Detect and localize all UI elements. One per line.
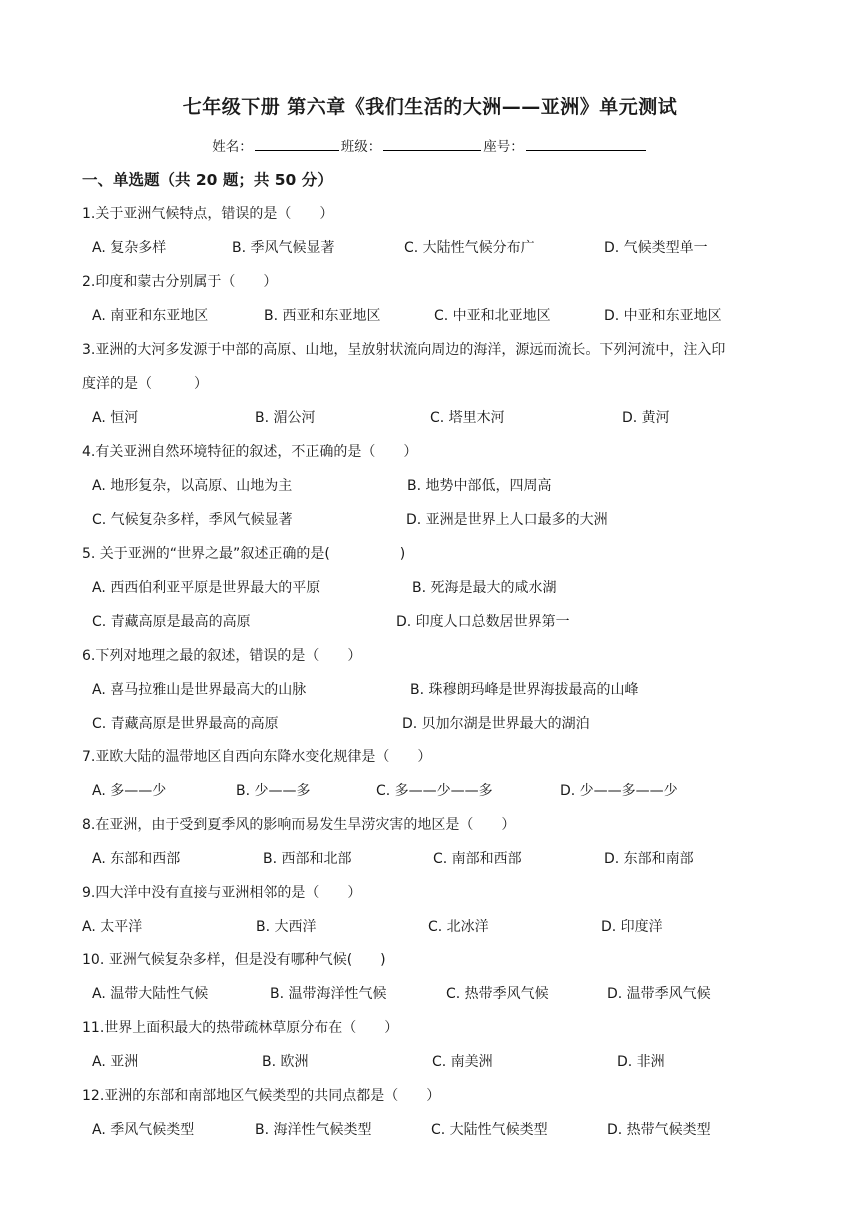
question-stem: 9.四大洋中没有直接与亚洲相邻的是（ ） bbox=[82, 885, 362, 901]
option-b[interactable]: B. 温带海洋性气候 bbox=[270, 986, 387, 1002]
option-d[interactable]: D. 印度人口总数居世界第一 bbox=[396, 614, 570, 630]
section-title: 一、单选题（共 20 题；共 50 分） bbox=[82, 171, 333, 189]
seat-blank[interactable] bbox=[526, 136, 646, 151]
question-stem: 5. 关于亚洲的“世界之最”叙述正确的是( ) bbox=[82, 546, 406, 562]
question-stem: 8.在亚洲，由于受到夏季风的影响而易发生旱涝灾害的地区是（ ） bbox=[82, 817, 516, 833]
option-c[interactable]: C. 热带季风气候 bbox=[446, 986, 549, 1002]
option-a[interactable]: A. 西西伯利亚平原是世界最大的平原 bbox=[92, 580, 321, 596]
question-stem: 1.关于亚洲气候特点，错误的是（ ） bbox=[82, 206, 334, 222]
name-label: 姓名： bbox=[212, 139, 253, 155]
option-a[interactable]: A. 温带大陆性气候 bbox=[92, 986, 209, 1002]
option-b[interactable]: B. 西亚和东亚地区 bbox=[264, 308, 381, 324]
class-label: 班级： bbox=[340, 139, 382, 155]
option-c[interactable]: C. 青藏高原是最高的高原 bbox=[92, 614, 251, 630]
question-stem: 6.下列对地理之最的叙述，错误的是（ ） bbox=[82, 648, 362, 664]
option-b[interactable]: B. 湄公河 bbox=[255, 410, 316, 426]
option-a[interactable]: A. 多——少 bbox=[92, 783, 167, 799]
option-c[interactable]: C. 塔里木河 bbox=[430, 410, 505, 426]
option-c[interactable]: C. 大陆性气候类型 bbox=[431, 1122, 548, 1138]
question-stem: 4.有关亚洲自然环境特征的叙述，不正确的是（ ） bbox=[82, 444, 418, 460]
option-d[interactable]: D. 热带气候类型 bbox=[607, 1122, 711, 1138]
option-d[interactable]: D. 温带季风气候 bbox=[607, 986, 711, 1002]
question-stem: 12.亚洲的东部和南部地区气候类型的共同点都是（ ） bbox=[82, 1088, 441, 1104]
option-c[interactable]: C. 南部和西部 bbox=[433, 851, 522, 867]
option-c[interactable]: C. 气候复杂多样，季风气候显著 bbox=[92, 512, 293, 528]
name-blank[interactable] bbox=[255, 136, 339, 151]
question-stem: 10. 亚洲气候复杂多样，但是没有哪种气候( ) bbox=[82, 952, 386, 968]
option-b[interactable]: B. 大西洋 bbox=[256, 919, 317, 935]
option-d[interactable]: D. 印度洋 bbox=[601, 919, 663, 935]
option-c[interactable]: C. 多——少——多 bbox=[376, 783, 493, 799]
option-a[interactable]: A. 南亚和东亚地区 bbox=[92, 308, 209, 324]
option-a[interactable]: A. 太平洋 bbox=[82, 919, 143, 935]
class-blank[interactable] bbox=[383, 136, 481, 151]
option-b[interactable]: B. 西部和北部 bbox=[263, 851, 352, 867]
option-c[interactable]: C. 北冰洋 bbox=[428, 919, 489, 935]
option-c[interactable]: C. 大陆性气候分布广 bbox=[404, 240, 535, 256]
option-d[interactable]: D. 中亚和东亚地区 bbox=[604, 308, 722, 324]
option-d[interactable]: D. 亚洲是世界上人口最多的大洲 bbox=[406, 512, 608, 528]
question-stem: 7.亚欧大陆的温带地区自西向东降水变化规律是（ ） bbox=[82, 749, 432, 765]
question-stem: 3.亚洲的大河多发源于中部的高原、山地，呈放射状流向周边的海洋，源远而流长。下列河流中，注入印 bbox=[82, 342, 726, 358]
option-a[interactable]: A. 季风气候类型 bbox=[92, 1122, 195, 1138]
question-stem: 2.印度和蒙古分别属于（ ） bbox=[82, 274, 278, 290]
student-info-line bbox=[0, 135, 860, 155]
page-title: 七年级下册 第六章《我们生活的大洲——亚洲》单元测试 bbox=[182, 96, 678, 118]
option-d[interactable]: D. 黄河 bbox=[622, 410, 670, 426]
seat-label: 座号： bbox=[483, 139, 524, 155]
option-c[interactable]: C. 中亚和北亚地区 bbox=[434, 308, 551, 324]
option-b[interactable]: B. 少——多 bbox=[236, 783, 311, 799]
option-a[interactable]: A. 东部和西部 bbox=[92, 851, 181, 867]
option-c[interactable]: C. 南美洲 bbox=[432, 1054, 493, 1070]
option-c[interactable]: C. 青藏高原是世界最高的高原 bbox=[92, 716, 279, 732]
option-b[interactable]: B. 海洋性气候类型 bbox=[255, 1122, 372, 1138]
option-b[interactable]: B. 珠穆朗玛峰是世界海拔最高的山峰 bbox=[410, 682, 639, 698]
option-d[interactable]: D. 贝加尔湖是世界最大的湖泊 bbox=[402, 716, 590, 732]
option-d[interactable]: D. 非洲 bbox=[617, 1054, 665, 1070]
option-b[interactable]: B. 死海是最大的咸水湖 bbox=[412, 580, 557, 596]
option-d[interactable]: D. 东部和南部 bbox=[604, 851, 694, 867]
question-stem: 11.世界上面积最大的热带疏林草原分布在（ ） bbox=[82, 1020, 399, 1036]
option-a[interactable]: A. 复杂多样 bbox=[92, 240, 167, 256]
option-a[interactable]: A. 喜马拉雅山是世界最高大的山脉 bbox=[92, 682, 307, 698]
option-b[interactable]: B. 季风气候显著 bbox=[232, 240, 335, 256]
option-a[interactable]: A. 地形复杂，以高原、山地为主 bbox=[92, 478, 293, 494]
question-stem-continued: 度洋的是（ ） bbox=[82, 376, 208, 392]
option-d[interactable]: D. 少——多——少 bbox=[560, 783, 678, 799]
option-a[interactable]: A. 恒河 bbox=[92, 410, 139, 426]
option-d[interactable]: D. 气候类型单一 bbox=[604, 240, 708, 256]
option-a[interactable]: A. 亚洲 bbox=[92, 1054, 139, 1070]
option-b[interactable]: B. 地势中部低，四周高 bbox=[407, 478, 552, 494]
option-b[interactable]: B. 欧洲 bbox=[262, 1054, 309, 1070]
